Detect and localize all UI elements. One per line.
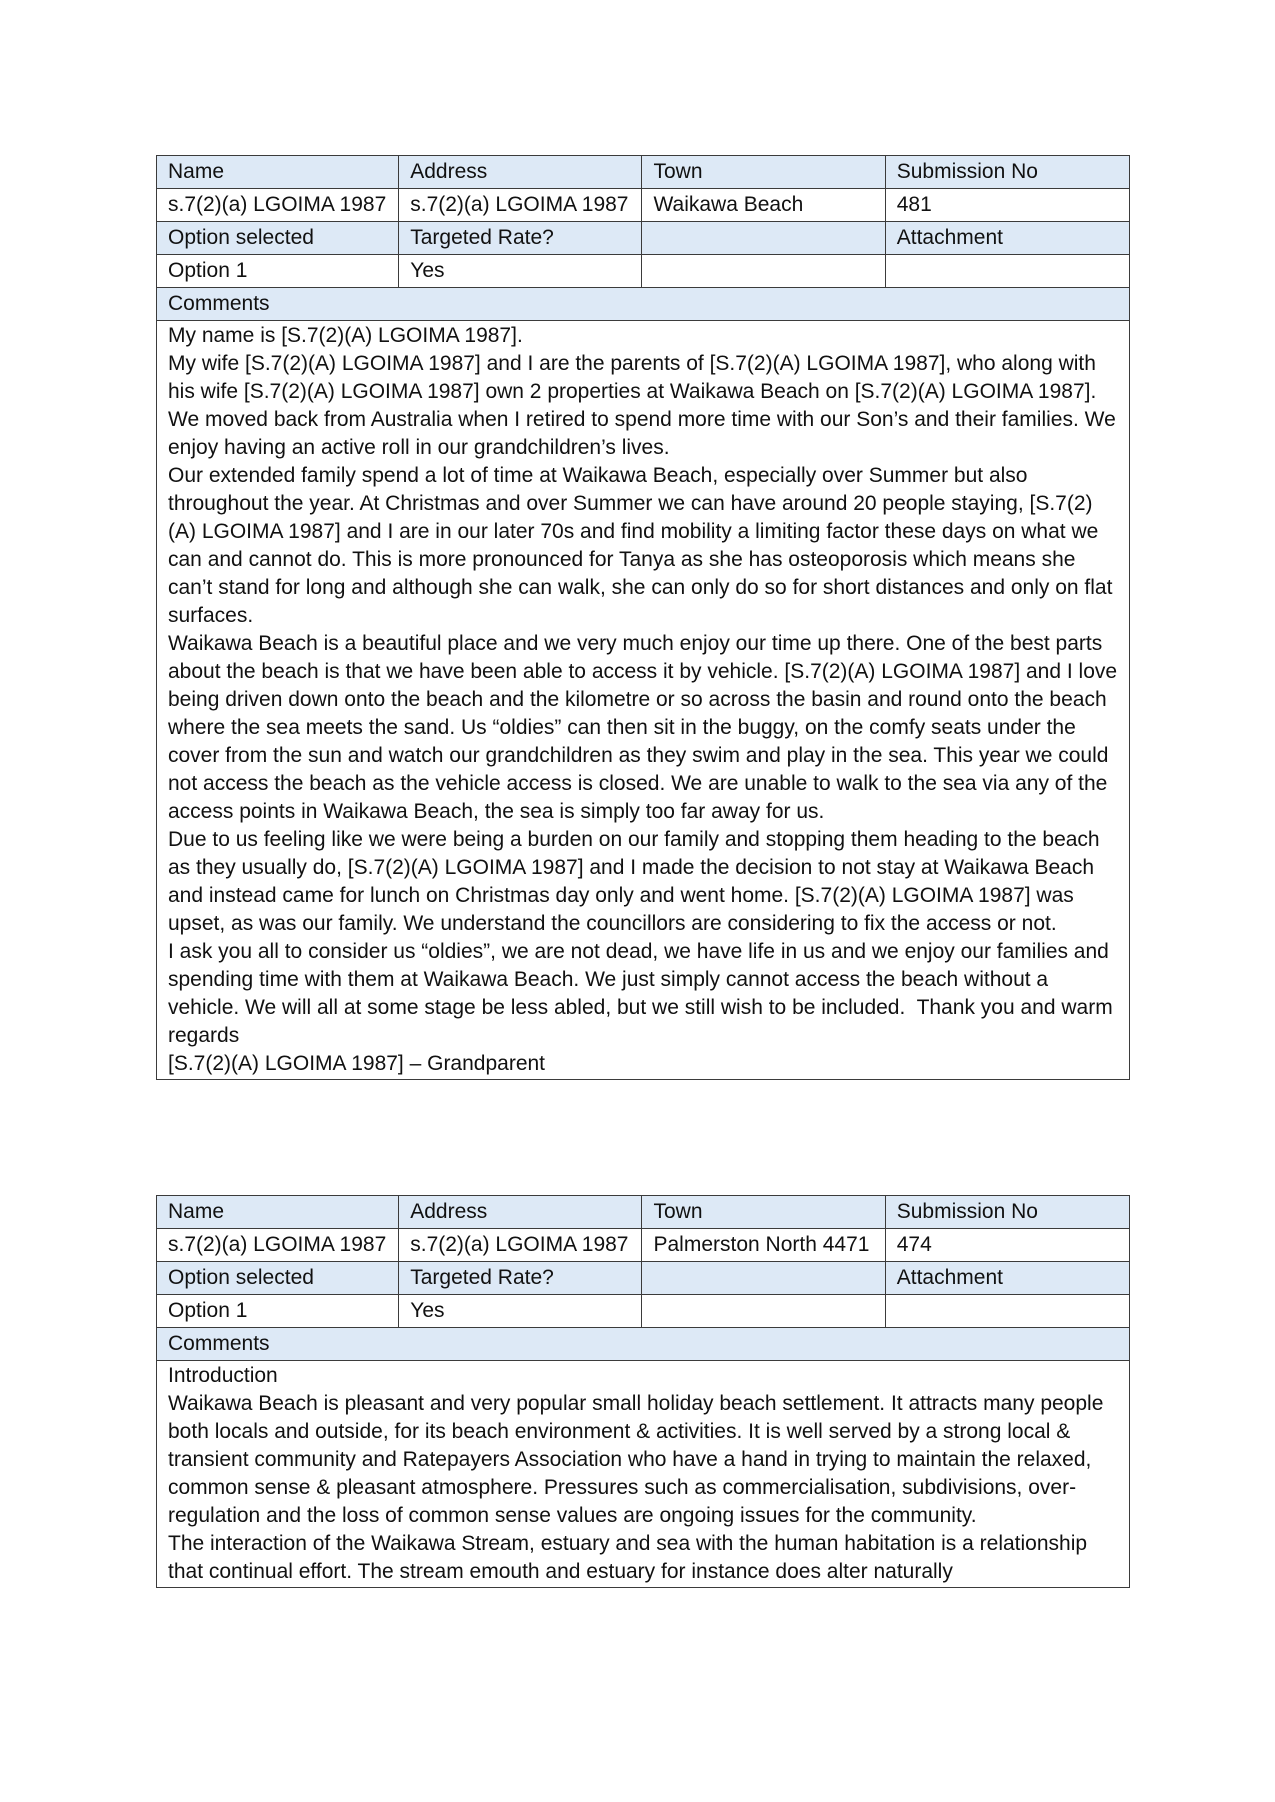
town-header: Town [642,1196,885,1229]
comments-header-row [157,1328,1130,1361]
targeted-rate-value: Yes [399,1295,642,1328]
attachment-value [885,1295,1129,1328]
name-value: s.7(2)(a) LGOIMA 1987 [157,1229,399,1262]
blank-header [642,222,885,255]
name-header: Name [157,156,399,189]
option-selected-value: Option 1 [157,1295,399,1328]
comment-paragraph: We moved back from Australia when I retired to spend more time with our Son’s and their families. We enjoy having an active roll in our grandchildren’s lives. [168,408,1122,459]
option-header-row [157,222,1130,255]
header-row [157,1196,1130,1229]
name-value: s.7(2)(a) LGOIMA 1987 [157,189,399,222]
comments-header: Comments [157,288,1130,321]
comment-paragraph: The interaction of the Waikawa Stream, estuary and sea with the human habitation is a relationship that continual effort. The stream emouth and estuary for instance does alter naturally [168,1532,1093,1583]
attachment-header: Attachment [885,222,1129,255]
header-row [157,156,1130,189]
option-values-row [157,1295,1130,1328]
comment-paragraph: I ask you all to consider us “oldies”, we are not dead, we have life in us and we enjoy our families and spending time with them at Waikawa Beach. We just simply cannot access the beach without a vehicle. We will all at some stage be less abled, but we still wish to be included. Thank you and warm regards [168,940,1119,1047]
option-selected-header: Option selected [157,1262,399,1295]
values-row [157,189,1130,222]
comment-paragraph: My name is [S.7(2)(A) LGOIMA 1987]. [168,324,523,347]
comment-paragraph: My wife [S.7(2)(A) LGOIMA 1987] and I are the parents of [S.7(2)(A) LGOIMA 1987], who along with his wife [S.7(2)(A) LGOIMA 1987] own 2 properties at Waikawa Beach on [S.7(2)(A) LGOIMA 1987]. [168,352,1102,403]
comment-paragraph: Waikawa Beach is pleasant and very popular small holiday beach settlement. It attracts many people both locals and outside, for its beach environment & activities. It is well served by a strong local & transient community and Ratepayers Association who have a hand in trying to maintain the relaxed, common sense & pleasant atmosphere. Pressures such as commercialisation, subdivisions, over-regulation and the loss of common sense values are ongoing issues for the community. [168,1392,1110,1527]
submission-no-header: Submission No [885,156,1129,189]
targeted-rate-header: Targeted Rate? [399,222,642,255]
comments-row [157,321,1130,1080]
submission-table-481 [156,155,1130,1080]
town-value: Waikawa Beach [642,189,885,222]
address-header: Address [399,1196,642,1229]
attachment-header: Attachment [885,1262,1129,1295]
address-header: Address [399,156,642,189]
address-value: s.7(2)(a) LGOIMA 1987 [399,1229,642,1262]
blank-header [642,1262,885,1295]
targeted-rate-value: Yes [399,255,642,288]
comments-header: Comments [157,1328,1130,1361]
name-header: Name [157,1196,399,1229]
comments-header-row [157,288,1130,321]
option-values-row [157,255,1130,288]
comment-paragraph: Due to us feeling like we were being a burden on our family and stopping them heading to the beach as they usually do, [S.7(2)(A) LGOIMA 1987] and I made the decision to not stay at Waikawa Beach and instead came for lunch on Christmas day only and went home. [S.7(2)(A) LGOIMA 1987] was upset, as was our family. We understand the councillors are considering to fix the access or not. [168,828,1106,935]
comment-signature: [S.7(2)(A) LGOIMA 1987] – Grandparent [168,1052,546,1075]
comment-paragraph: Waikawa Beach is a beautiful place and we very much enjoy our time up there. One of the best parts about the beach is that we have been able to access it by vehicle. [S.7(2)(A) LGOIMA 1987] and I love being driven down onto the beach and the kilometre or so across the basin and round onto the beach where the sea meets the sand. Us “oldies” can then sit in the buggy, on the comfy seats under the cover from the sun and watch our grandchildren as they swim and play in the sea. This year we could not access the beach as the vehicle access is closed. We are unable to walk to the sea via any of the access points in Waikawa Beach, the sea is simply too far away for us. [168,632,1123,823]
comments-row [157,1361,1130,1588]
attachment-value [885,255,1129,288]
town-header: Town [642,156,885,189]
address-value: s.7(2)(a) LGOIMA 1987 [399,189,642,222]
option-selected-value: Option 1 [157,255,399,288]
submission-no-header: Submission No [885,1196,1129,1229]
option-header-row [157,1262,1130,1295]
comments-cell [157,321,1130,1080]
town-value: Palmerston North 4471 [642,1229,885,1262]
submission-table-474 [156,1195,1130,1588]
comments-cell [157,1361,1130,1588]
blank-value [642,255,885,288]
values-row [157,1229,1130,1262]
blank-value [642,1295,885,1328]
comment-paragraph: Our extended family spend a lot of time at Waikawa Beach, especially over Summer but also throughout the year. At Christmas and over Summer we can have around 20 people staying, [S.7(2)(A) LGOIMA 1987] and I are in our later 70s and find mobility a limiting factor these days on what we can and cannot do. This is more pronounced for Tanya as she has osteoporosis which means she can’t stand for long and although she can walk, she can only do so for short distances and only on flat surfaces. [168,464,1119,627]
submission-no-value: 481 [885,189,1129,222]
submission-no-value: 474 [885,1229,1129,1262]
comment-heading: Introduction [168,1364,278,1387]
targeted-rate-header: Targeted Rate? [399,1262,642,1295]
option-selected-header: Option selected [157,222,399,255]
